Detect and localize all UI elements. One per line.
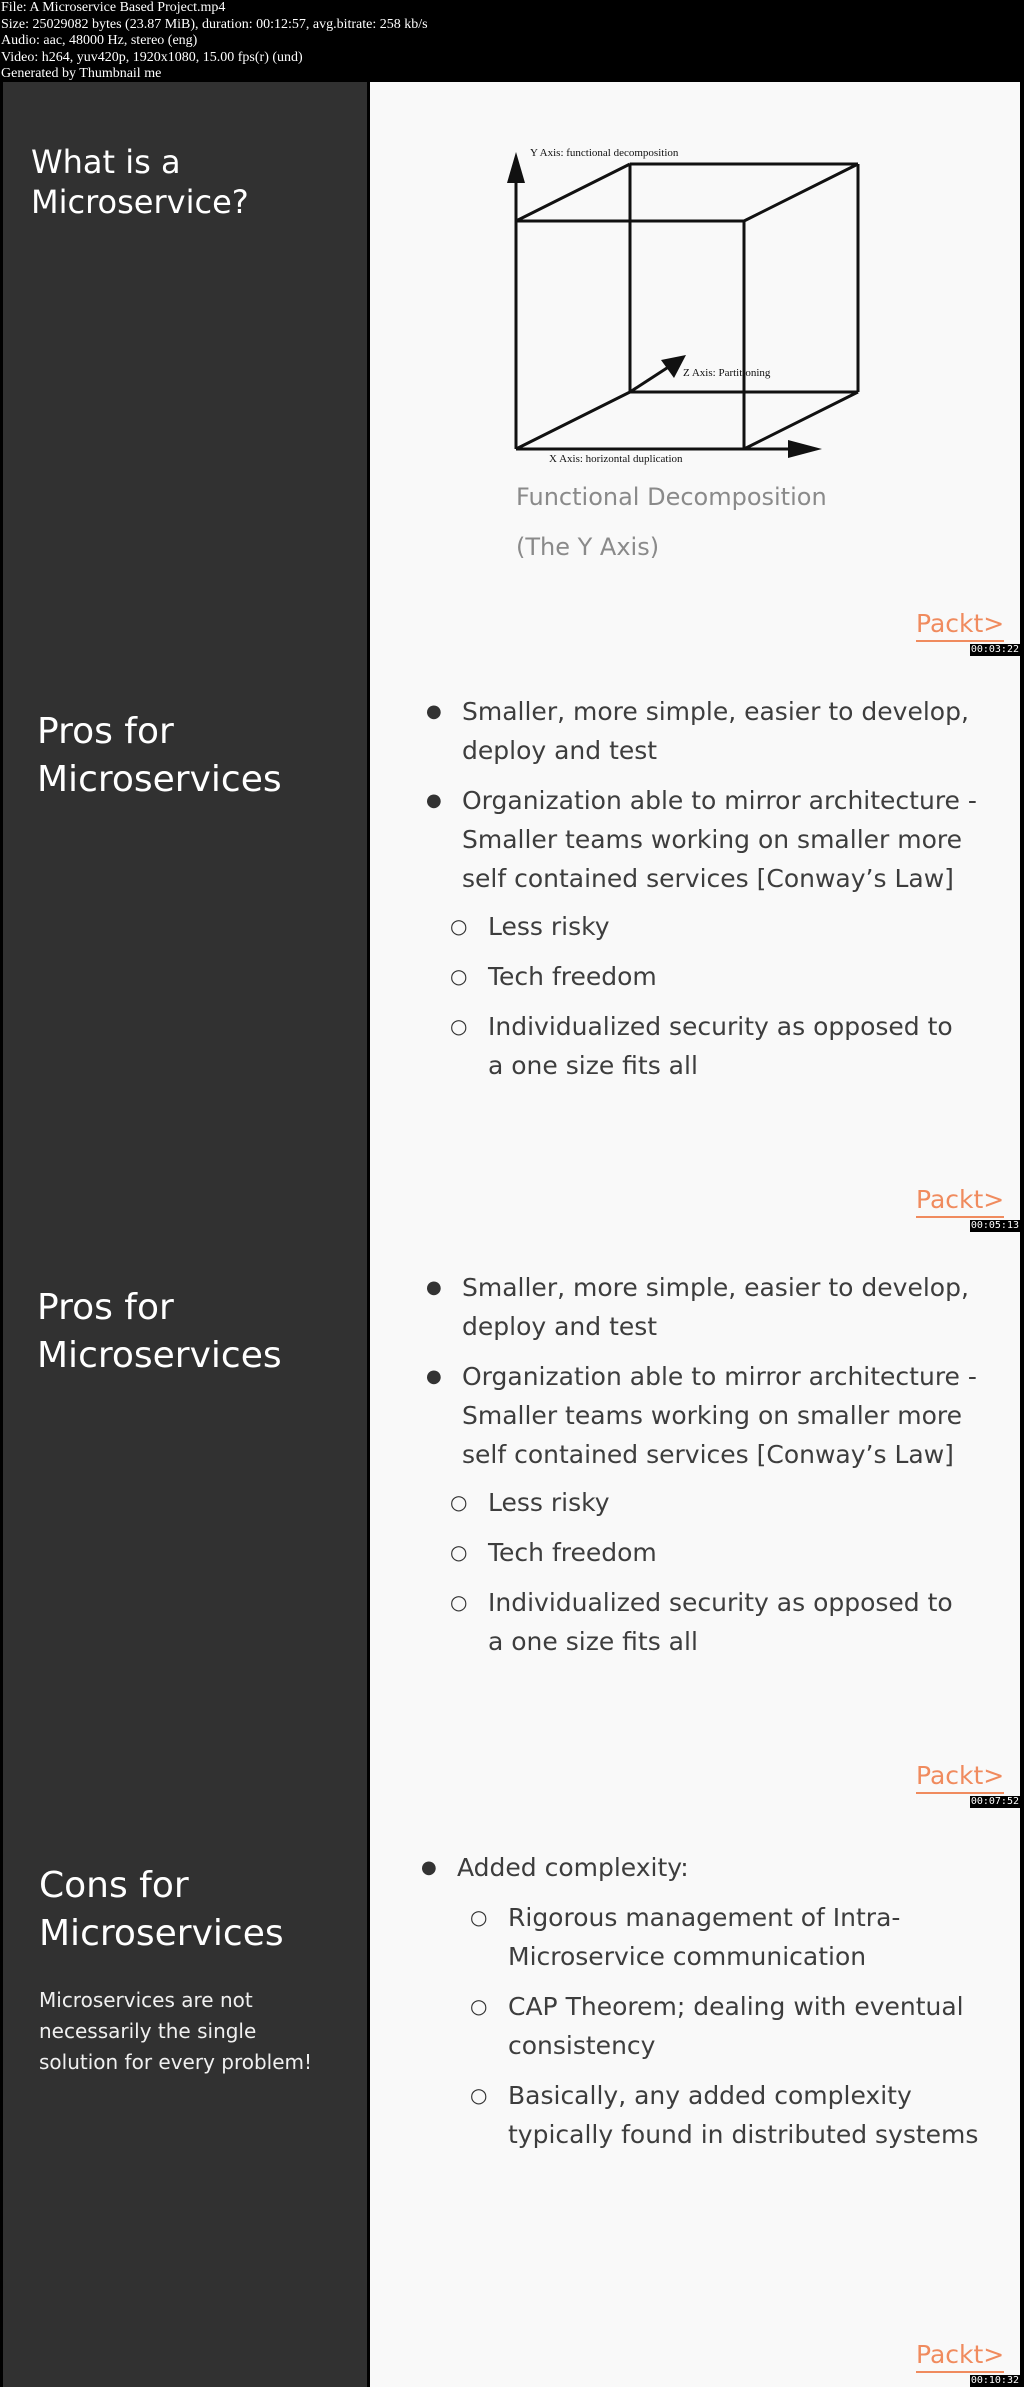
slide-sidebar <box>3 1810 367 2387</box>
slide-sidebar <box>3 82 367 658</box>
timestamp: 00:07:52 <box>970 1796 1019 1807</box>
video-info: Video: h264, yuv420p, 1920x1080, 15.00 fps(r) (und) <box>1 49 303 65</box>
sub-bullet-item: ○ Individualized security as opposed to a one size fits all <box>450 1012 953 1080</box>
timestamp: 00:05:13 <box>970 1220 1019 1231</box>
packt-logo: Packt> <box>916 2340 1004 2369</box>
slide-sidebar <box>3 1234 367 1810</box>
bullet-item: ● Smaller, more simple, easier to develop, deploy and test <box>426 1273 969 1341</box>
bullet-list <box>426 692 982 909</box>
sub-bullet-item: ○ Tech freedom <box>450 962 657 991</box>
slide-content <box>370 82 1020 658</box>
sub-bullet-list <box>470 1898 988 2165</box>
slide-title: Pros for Microservices <box>37 711 282 800</box>
sub-bullet-item: ○ Individualized security as opposed to a one size fits all <box>450 1588 953 1656</box>
y-axis-arrowhead <box>507 152 525 183</box>
bullet-list <box>426 1268 982 1485</box>
sub-bullet-item: ○ Less risky <box>450 1488 610 1517</box>
thumbnail-slide-2[interactable] <box>0 658 1024 1234</box>
slide-content <box>370 1234 1020 1810</box>
thumbnail-slide-3[interactable] <box>0 1234 1024 1810</box>
caption-line-1: Functional Decomposition <box>516 483 827 511</box>
caption-line-2: (The Y Axis) <box>516 533 660 561</box>
file-size: Size: 25029082 bytes (23.87 MiB), duration: 00:12:57, avg.bitrate: 258 kb/s <box>1 16 428 32</box>
generator-info: Generated by Thumbnail me <box>1 66 162 81</box>
sub-bullet-list <box>450 907 968 1096</box>
bullet-list <box>421 1848 977 1898</box>
sub-bullet-item: ○ Rigorous management of Intra-Microservice communication <box>470 1903 901 1971</box>
timestamp: 00:10:32 <box>970 2375 1019 2386</box>
diagram-caption <box>516 472 827 572</box>
audio-info: Audio: aac, 48000 Hz, stereo (eng) <box>1 33 198 48</box>
x-axis-arrowhead <box>788 440 822 458</box>
slide-title: What is a Microservice? <box>31 143 249 221</box>
packt-logo: Packt> <box>916 609 1004 638</box>
slide-content <box>370 1810 1020 2387</box>
timestamp: 00:03:22 <box>970 644 1019 655</box>
file-info-header <box>0 0 1024 82</box>
slide-sidebar <box>3 658 367 1234</box>
slide-title: Cons for Microservices <box>39 1865 284 1954</box>
file-name: File: A Microservice Based Project.mp4 <box>1 0 226 15</box>
sub-bullet-item: ○ CAP Theorem; dealing with eventual consistency <box>470 1992 964 2060</box>
thumbnail-slide-1[interactable] <box>0 82 1024 658</box>
sub-bullet-item: ○ Less risky <box>450 912 610 941</box>
sub-bullet-list <box>450 1483 968 1672</box>
sub-bullet-item: ○ Basically, any added complexity typically found in distributed systems <box>470 2081 979 2149</box>
scale-cube-diagram <box>370 82 1020 465</box>
bullet-item: ● Added complexity: <box>421 1853 689 1882</box>
packt-logo: Packt> <box>916 1185 1004 1214</box>
thumbnail-slide-4[interactable] <box>0 1810 1024 2387</box>
slide-title: Pros for Microservices <box>37 1287 282 1376</box>
y-axis-label: Y Axis: functional decomposition <box>530 147 679 159</box>
x-axis-label: X Axis: horizontal duplication <box>549 453 683 465</box>
bullet-item: ● Smaller, more simple, easier to develop, deploy and test <box>426 697 969 765</box>
packt-logo: Packt> <box>916 1761 1004 1790</box>
sub-bullet-item: ○ Tech freedom <box>450 1538 657 1567</box>
bullet-item: ● Organization able to mirror architecture - Smaller teams working on smaller more self contained services [Conway’s Law] <box>426 786 977 893</box>
z-axis-label: Z Axis: Partitioning <box>683 367 771 379</box>
slide-content <box>370 658 1020 1234</box>
slide-note: Microservices are not necessarily the single solution for every problem! <box>39 1988 313 2074</box>
bullet-item: ● Organization able to mirror architecture - Smaller teams working on smaller more self contained services [Conway’s Law] <box>426 1362 977 1469</box>
